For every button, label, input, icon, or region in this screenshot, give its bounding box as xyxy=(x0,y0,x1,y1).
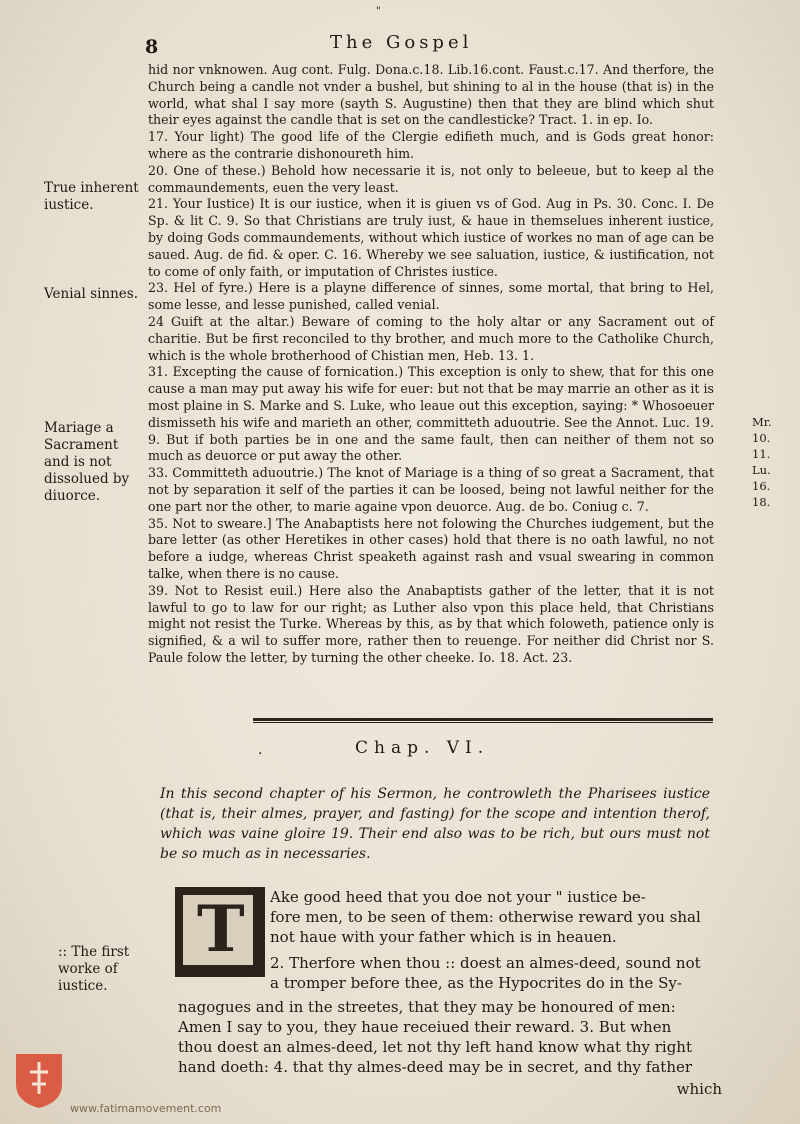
gospel-line: 2. Therfore when thou :: doest an almes-deed, sound not xyxy=(270,954,701,972)
section-rule xyxy=(253,718,713,721)
gospel-line: hand doeth: 4. that thy almes-deed may be in secret, and thy father xyxy=(178,1058,693,1076)
section-rule-thin xyxy=(253,722,713,723)
chapter-heading: Chap. VI. xyxy=(355,738,490,758)
annotations-block xyxy=(148,62,714,667)
top-mark: " xyxy=(376,6,381,17)
chapter-summary: In this second chapter of his Sermon, he controwleth the Pharisees iustice (that is, their almes, prayer, and fasting) for the scope and intention therof, which was vaine gloire 19. Their end also was to be rich, but ours must not be so much as in necessaries. xyxy=(160,786,710,862)
annotation-paragraph: 39. Not to Resist euil.) Here also the Anabaptists gather of the letter, that it is not lawful to go to law for our right; as Luther also vpon this place held, that Christians might not resist the Turke. Whereas by this, as by that which foloweth, patience only is signified, & a wil to suffer more, rather then to reuenge. For neither did Christ nor S. Paule folow the letter, by turning the other cheeke. Io. 18. Act. 23. xyxy=(148,582,714,665)
annotation-paragraph: 33. Committeth aduoutrie.) The knot of Mariage is a thing of so great a Sacrament, that not by separation it self of the parties it can be loosed, being not lawful neither for the one part nor the other, to marie againe vpon deuorce. Aug. de bo. Coniug c. 7. xyxy=(148,465,714,514)
gospel-line: fore men, to be seen of them: otherwise reward you shal xyxy=(270,908,701,926)
annotation-paragraph: hid nor vnknowen. Aug cont. Fulg. Dona.c.18. Lib.16.cont. Faust.c.17. And therfore, the Church being a candle not vnder a bushel, but shining to al in the house (that is) in the world, what shal I say more (sayth S. Augustine) then that they are blind which shut their eyes against the candle that is set on the candlesticke? Tract. 1. in ep. Io. xyxy=(148,62,714,128)
gospel-line: Ake good heed that you doe not your " iustice be- xyxy=(270,888,646,906)
margin-note-mariage: Mariage a Sacrament and is not dissolued by diuorce. xyxy=(44,420,130,504)
annotation-paragraph: 31. Excepting the cause of fornication.) This exception is only to shew, that for this one cause a man may put away his wife for euer: but not that be may marrie an other as it is most plaine in S. Marke and S. Luke, who leaue out this exception, saying: * Whosoeuer dismisseth his wife and marieth an other, committeth aduoutrie. See the Annot. Luc. 19. 9. But if both parties be in one and the same fault, then can neither of them not so much as deuorce or put away the other. xyxy=(148,364,714,464)
running-head: The Gospel xyxy=(330,32,473,53)
annotation-paragraph: 17. Your light) The good life of the Clergie edifieth much, and is Gods great honor: where as the contrarie dishonoureth him. xyxy=(148,129,714,161)
annotation-paragraph: 20. One of these.) Behold how necessarie it is, not only to beleeue, but to keep al the commaundements, euen the very least. xyxy=(148,162,714,195)
annotation-paragraph: 23. Hel of fyre.) Here is a playne difference of sinnes, some mortal, that bring to Hel, some lesse, and lesse punished, called venial. xyxy=(148,280,714,313)
annotation-paragraph: 24 Guift at the altar.) Beware of coming to the holy altar or any Sacrament out of charitie. But be first reconciled to thy brother, and much more to the Catholike Church, which is the whole brotherhood of Chistian men, Heb. 13. 1. xyxy=(148,313,714,363)
gospel-line: thou doest an almes-deed, let not thy left hand know what thy right xyxy=(178,1038,692,1056)
initial-letter: T xyxy=(197,892,245,967)
margin-note-first-worke: :: The first worke of iustice. xyxy=(58,944,130,994)
annotation-paragraph: 35. Not to sweare.] The Anabaptists here not folowing the Churches iudgement, but the bare letter (as other Heretikes in other cases) hold that there is no oath lawful, no not before a iudge, whereas Christ speaketh against rash and vsual swearing in common talke, when there is no cause. xyxy=(148,515,714,581)
page-number: 8 xyxy=(145,36,159,58)
ornament-dot: . xyxy=(258,742,263,758)
annotation-paragraph: 21. Your Iustice) It is our iustice, when it is giuen vs of God. Aug in Ps. 30. Conc. I. De Sp. & lit C. 9. So that Christians are truly iust, & haue in themselues inherent iustice, by doing Gods commaundements, without which iustice of workes no man of age can be saued. Aug. de fid. & oper. C. 16. Whereby we see saluation, iustice, & iustification, not to come of only faith, or imputation of Christes iustice. xyxy=(148,196,714,279)
margin-note-true-iustice: True inherent iustice. xyxy=(44,180,139,213)
gospel-line: a tromper before thee, as the Hypocrites do in the Sy- xyxy=(270,974,682,992)
gospel-line: Amen I say to you, they haue receiued their reward. 3. But when xyxy=(178,1018,672,1036)
initial-panel xyxy=(183,892,253,967)
margin-note-mr-reference: Mr. 10. 11. Lu. 16. 18. xyxy=(752,415,772,509)
gospel-line: not haue with your father which is in heauen. xyxy=(270,928,617,946)
decorated-initial xyxy=(175,887,265,977)
catchword: which xyxy=(676,1080,722,1098)
margin-note-venial: Venial sinnes. xyxy=(44,286,139,302)
gospel-line: nagogues and in the streetes, that they may be honoured of men: xyxy=(178,998,676,1016)
website-link[interactable]: www.fatimamovement.com xyxy=(70,1102,222,1115)
shield-logo-icon xyxy=(12,1050,66,1110)
